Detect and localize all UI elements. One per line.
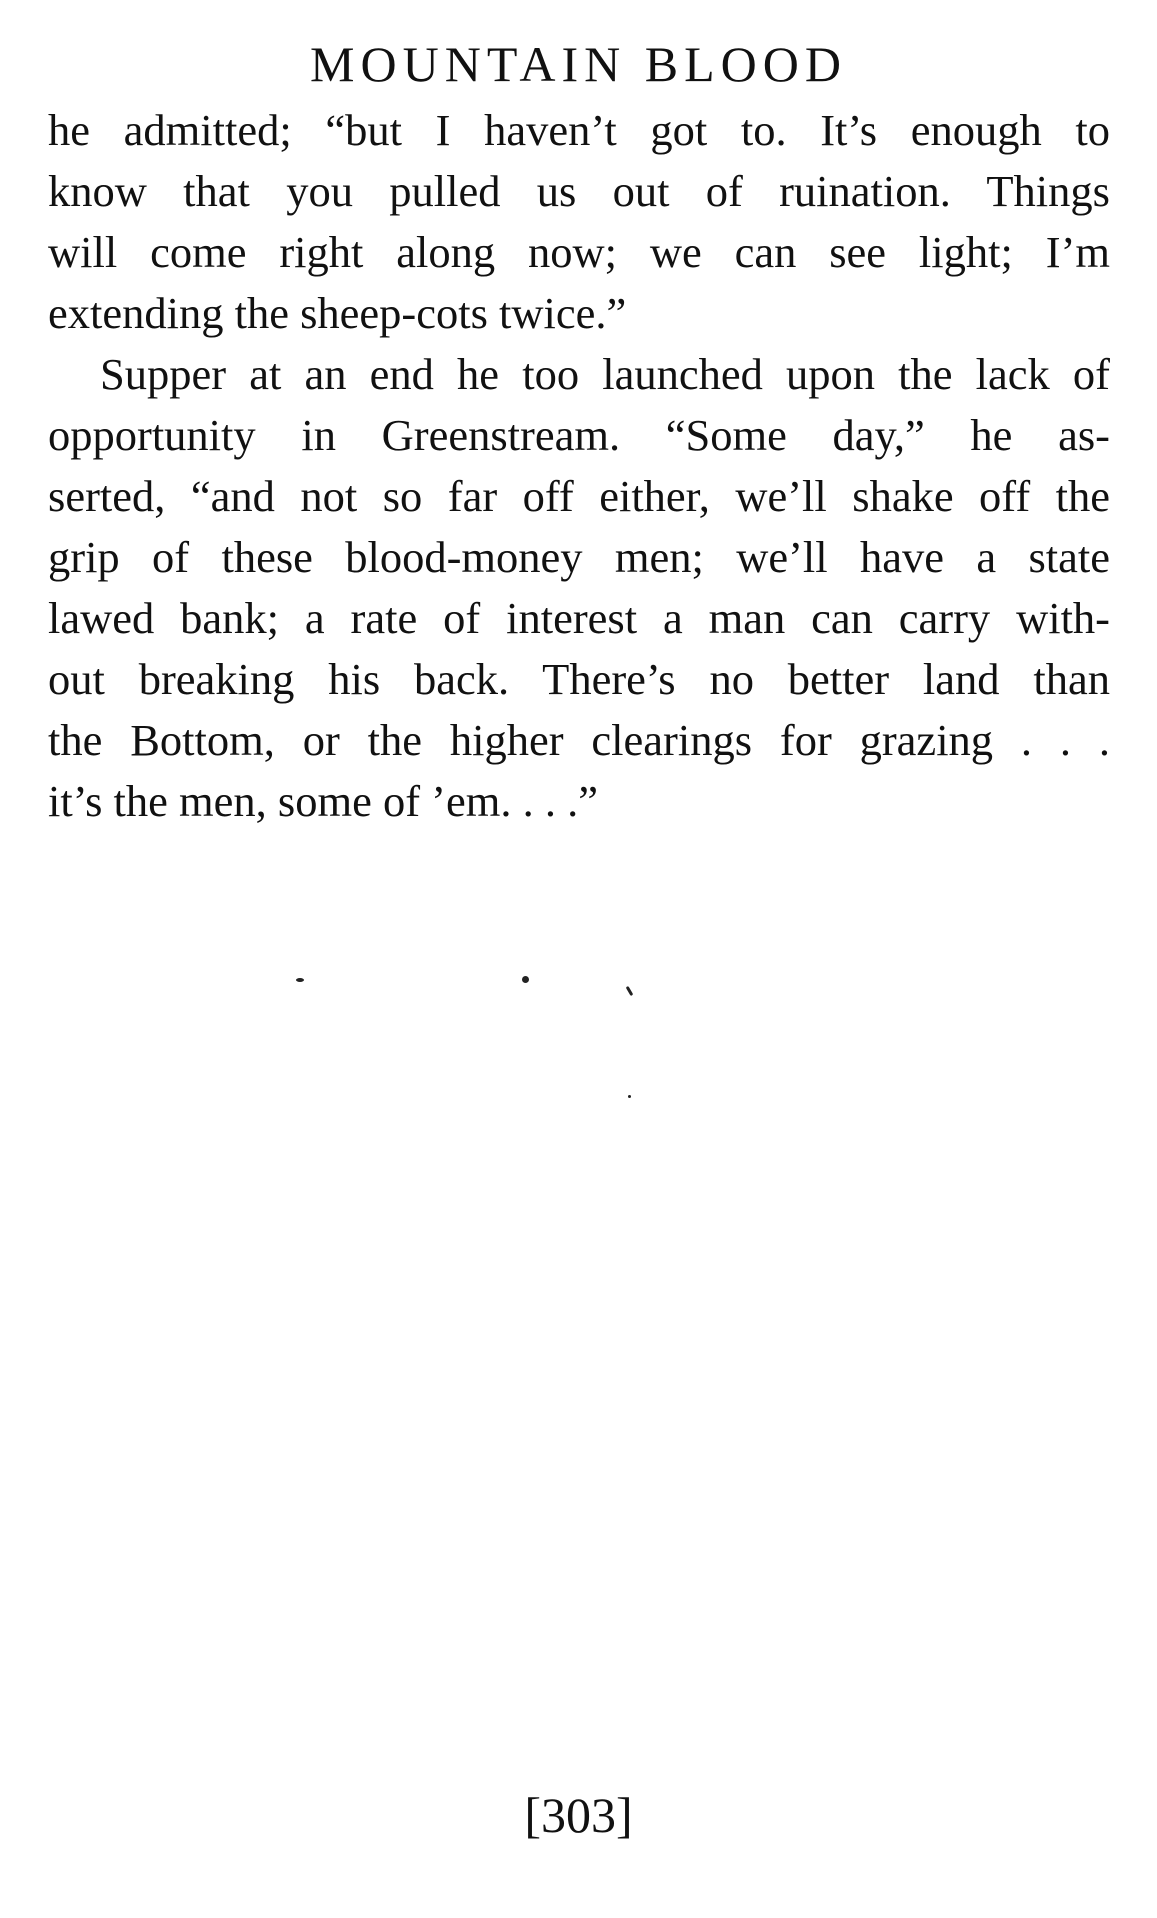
text-line: extending the sheep-cots twice.” bbox=[48, 288, 627, 338]
scan-speck bbox=[626, 986, 634, 996]
running-head: MOUNTAIN BLOOD bbox=[310, 36, 847, 92]
text-line: it’s the men, some of ’em. . . .” bbox=[48, 776, 598, 826]
text-line: serted, “and not so far off either, we’ll shake off the bbox=[48, 471, 1110, 521]
text-line: know that you pulled us out of ruination. Things bbox=[48, 166, 1110, 216]
text-line: he admitted; “but I haven’t got to. It’s enough to bbox=[48, 105, 1110, 155]
text-line: will come right along now; we can see light; I’m bbox=[48, 227, 1110, 277]
body-text bbox=[48, 100, 1110, 832]
text-line: lawed bank; a rate of interest a man can carry with- bbox=[48, 593, 1110, 643]
text-line: opportunity in Greenstream. “Some day,” he as- bbox=[48, 410, 1110, 460]
text-line: Supper at an end he too launched upon the lack of bbox=[100, 349, 1110, 399]
scan-speck bbox=[522, 976, 529, 983]
text-line: the Bottom, or the higher clearings for grazing . . . bbox=[48, 715, 1110, 765]
text-line: grip of these blood-money men; we’ll have a state bbox=[48, 532, 1110, 582]
scan-speck bbox=[296, 978, 304, 982]
text-line: out breaking his back. There’s no better land than bbox=[48, 654, 1110, 704]
page-number: [303] bbox=[524, 1787, 633, 1843]
scan-speck bbox=[628, 1095, 631, 1098]
